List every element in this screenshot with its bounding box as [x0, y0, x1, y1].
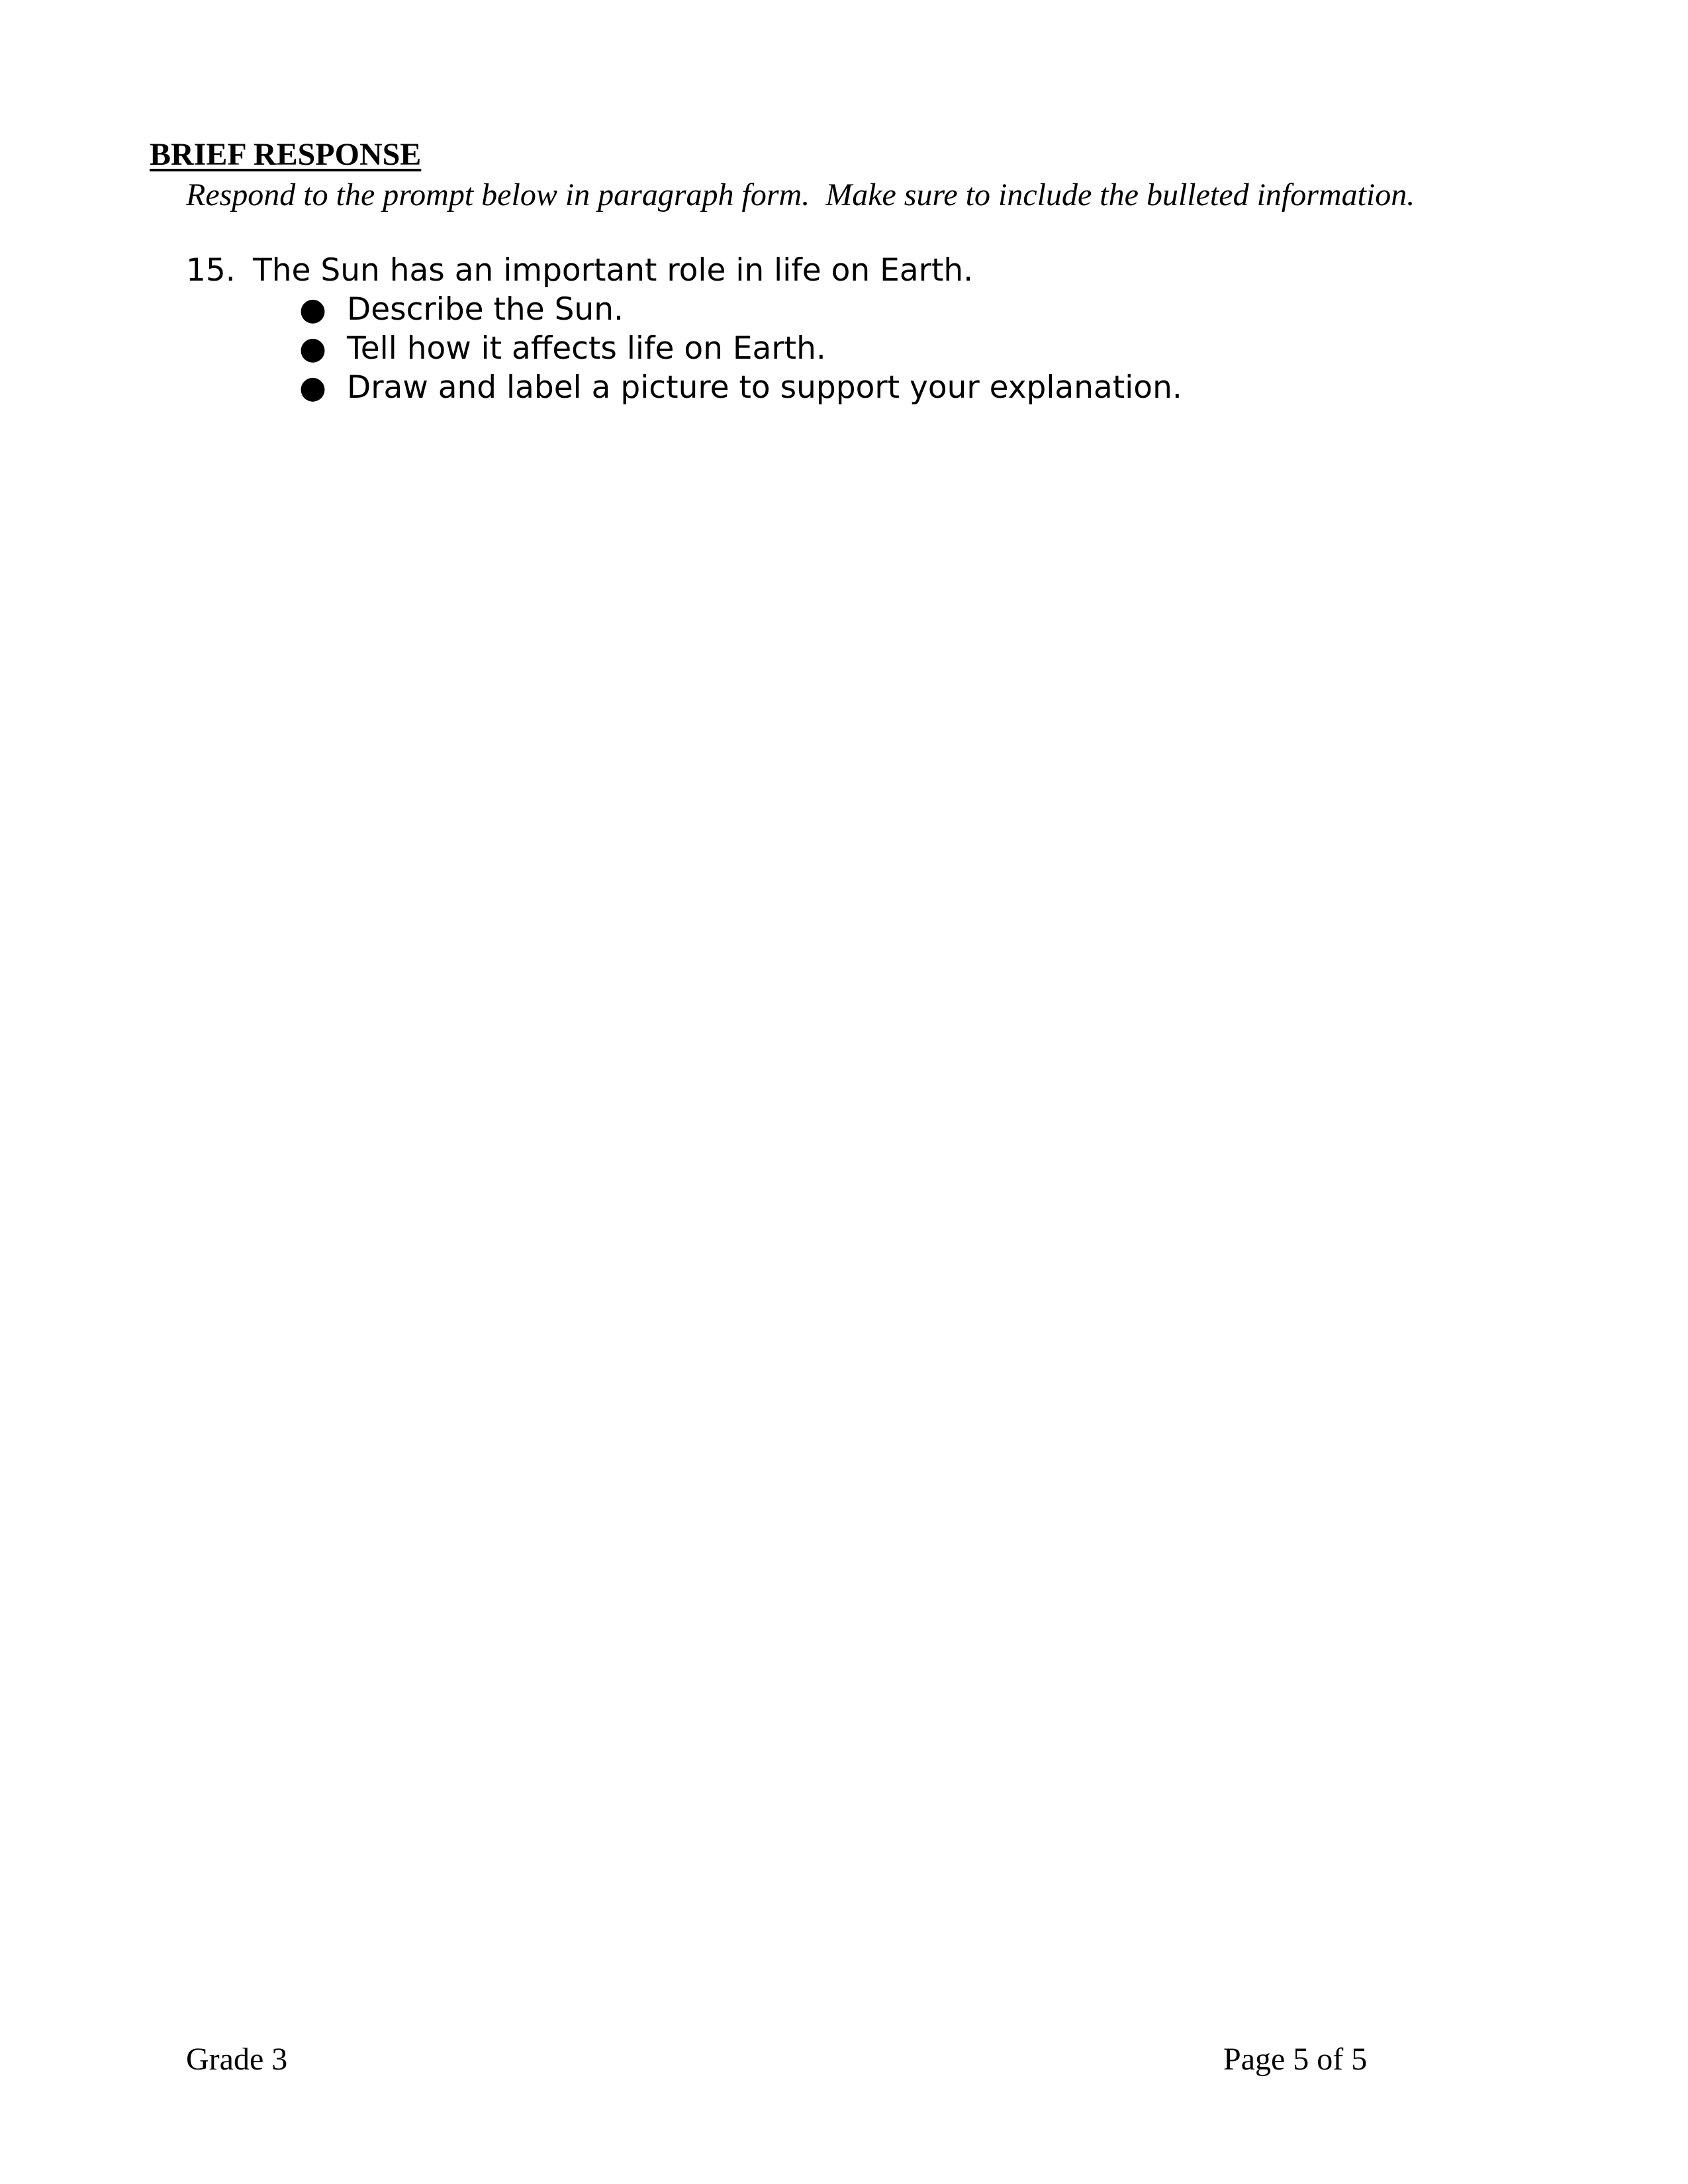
bullet-text: Tell how it affects life on Earth. — [347, 330, 826, 367]
footer-grade: Grade 3 — [186, 2042, 288, 2077]
bullet-item — [299, 290, 1182, 329]
bullet-icon: ● — [299, 369, 327, 406]
question-number: 15. — [186, 252, 236, 289]
bullet-item — [299, 368, 1182, 407]
bullet-text: Draw and label a picture to support your explanation. — [347, 369, 1182, 406]
question-bullet-list — [299, 290, 1182, 407]
instructions-text: Respond to the prompt below in paragraph form. Make sure to include the bulleted information. — [186, 177, 1415, 212]
bullet-icon: ● — [299, 291, 327, 328]
bullet-item — [299, 329, 1182, 368]
bullet-text: Describe the Sun. — [347, 291, 624, 328]
bullet-icon: ● — [299, 330, 327, 367]
question-text: The Sun has an important role in life on Earth. — [253, 252, 974, 289]
section-heading: BRIEF RESPONSE — [150, 137, 422, 172]
footer-page-number: Page 5 of 5 — [1223, 2042, 1368, 2077]
question-prompt — [186, 251, 973, 290]
